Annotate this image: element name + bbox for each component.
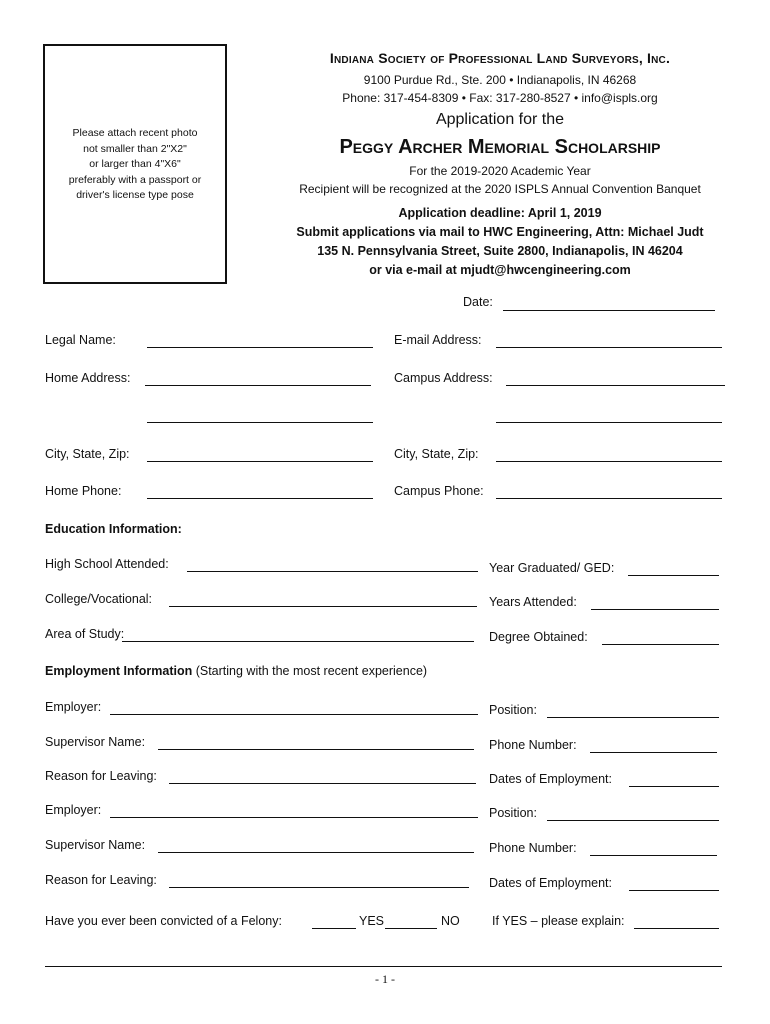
dates-1-field[interactable] [629, 786, 719, 787]
home-city-state-zip-field[interactable] [147, 461, 373, 462]
years-attended-field[interactable] [591, 609, 719, 610]
employer-2-field[interactable] [110, 817, 478, 818]
campus-address-line2-field[interactable] [496, 422, 722, 423]
education-heading: Education Information: [45, 522, 182, 536]
employer-2-label: Employer: [45, 803, 102, 817]
felony-no-label: NO [441, 914, 460, 928]
footer-divider [45, 966, 722, 967]
legal-name-field[interactable] [147, 347, 373, 348]
reason-2-label: Reason for Leaving: [45, 873, 157, 887]
reason-1-label: Reason for Leaving: [45, 769, 157, 783]
reason-2-field[interactable] [169, 887, 469, 888]
position-1-field[interactable] [547, 717, 719, 718]
date-field[interactable] [503, 310, 715, 311]
felony-yes-field[interactable] [312, 928, 356, 929]
submit-instructions-line2: 135 N. Pennsylvania Street, Suite 2800, Indianapolis, IN 46204 [317, 244, 683, 258]
high-school-field[interactable] [187, 571, 478, 572]
degree-obtained-label: Degree Obtained: [489, 630, 588, 644]
felony-explain-field[interactable] [634, 928, 719, 929]
campus-phone-field[interactable] [496, 498, 722, 499]
degree-obtained-field[interactable] [602, 644, 719, 645]
supervisor-2-field[interactable] [158, 852, 474, 853]
scholarship-title: Peggy Archer Memorial Scholarship [339, 136, 661, 158]
legal-name-label: Legal Name: [45, 333, 116, 347]
position-1-label: Position: [489, 703, 537, 717]
employment-heading: Employment Information (Starting with the most recent experience) [45, 664, 428, 678]
supervisor-1-label: Supervisor Name: [45, 735, 146, 749]
submit-instructions-line1: Submit applications via mail to HWC Engineering, Attn: Michael Judt [296, 225, 704, 239]
area-of-study-field[interactable] [122, 641, 474, 642]
academic-year: For the 2019-2020 Academic Year [409, 164, 591, 178]
supervisor-2-label: Supervisor Name: [45, 838, 146, 852]
felony-no-field[interactable] [385, 928, 437, 929]
submit-instructions-line3: or via e-mail at mjudt@hwcengineering.com [369, 263, 631, 277]
year-graduated-field[interactable] [628, 575, 719, 576]
application-deadline: Application deadline: April 1, 2019 [398, 206, 602, 220]
page-number: - 1 - [375, 972, 395, 986]
college-field[interactable] [169, 606, 477, 607]
felony-question: Have you ever been convicted of a Felony: [45, 914, 282, 928]
supervisor-1-field[interactable] [158, 749, 474, 750]
recognition-note: Recipient will be recognized at the 2020 ISPLS Annual Convention Banquet [299, 182, 701, 196]
home-address-field[interactable] [145, 385, 371, 386]
reason-1-field[interactable] [169, 783, 476, 784]
employer-1-field[interactable] [110, 714, 478, 715]
employer-1-label: Employer: [45, 700, 102, 714]
date-label: Date: [463, 295, 493, 309]
campus-address-field[interactable] [506, 385, 725, 386]
phone-2-label: Phone Number: [489, 841, 577, 855]
email-label: E-mail Address: [394, 333, 482, 347]
felony-explain-label: If YES – please explain: [492, 914, 625, 928]
college-label: College/Vocational: [45, 592, 153, 606]
dates-1-label: Dates of Employment: [489, 772, 612, 786]
years-attended-label: Years Attended: [489, 595, 577, 609]
campus-city-state-zip-field[interactable] [496, 461, 722, 462]
phone-1-label: Phone Number: [489, 738, 577, 752]
phone-1-field[interactable] [590, 752, 717, 753]
dates-2-label: Dates of Employment: [489, 876, 612, 890]
phone-2-field[interactable] [590, 855, 717, 856]
application-for: Application for the [435, 111, 565, 128]
area-of-study-label: Area of Study: [45, 627, 125, 641]
organization-name: Indiana Society of Professional Land Surveyors, Inc. [329, 50, 671, 66]
organization-address: 9100 Purdue Rd., Ste. 200 • Indianapolis, IN 46268 [363, 73, 637, 87]
email-field[interactable] [496, 347, 722, 348]
home-address-line2-field[interactable] [147, 422, 373, 423]
home-phone-field[interactable] [147, 498, 373, 499]
organization-contact: Phone: 317-454-8309 • Fax: 317-280-8527 • info@ispls.org [342, 91, 658, 105]
home-phone-label: Home Phone: [45, 484, 122, 498]
home-address-label: Home Address: [45, 371, 131, 385]
employment-heading-note: (Starting with the most recent experience) [192, 664, 428, 678]
campus-phone-label: Campus Phone: [394, 484, 484, 498]
campus-address-label: Campus Address: [394, 371, 493, 385]
campus-city-state-zip-label: City, State, Zip: [394, 447, 479, 461]
dates-2-field[interactable] [629, 890, 719, 891]
position-2-label: Position: [489, 806, 537, 820]
felony-yes-label: YES [359, 914, 385, 928]
year-graduated-label: Year Graduated/ GED: [489, 561, 615, 575]
photo-instructions: Please attach recent photo not smaller than 2"X2" or larger than 4"X6" preferably with a passport or driver's license type pose [68, 127, 202, 201]
position-2-field[interactable] [547, 820, 719, 821]
high-school-label: High School Attended: [45, 557, 169, 571]
home-city-state-zip-label: City, State, Zip: [45, 447, 130, 461]
